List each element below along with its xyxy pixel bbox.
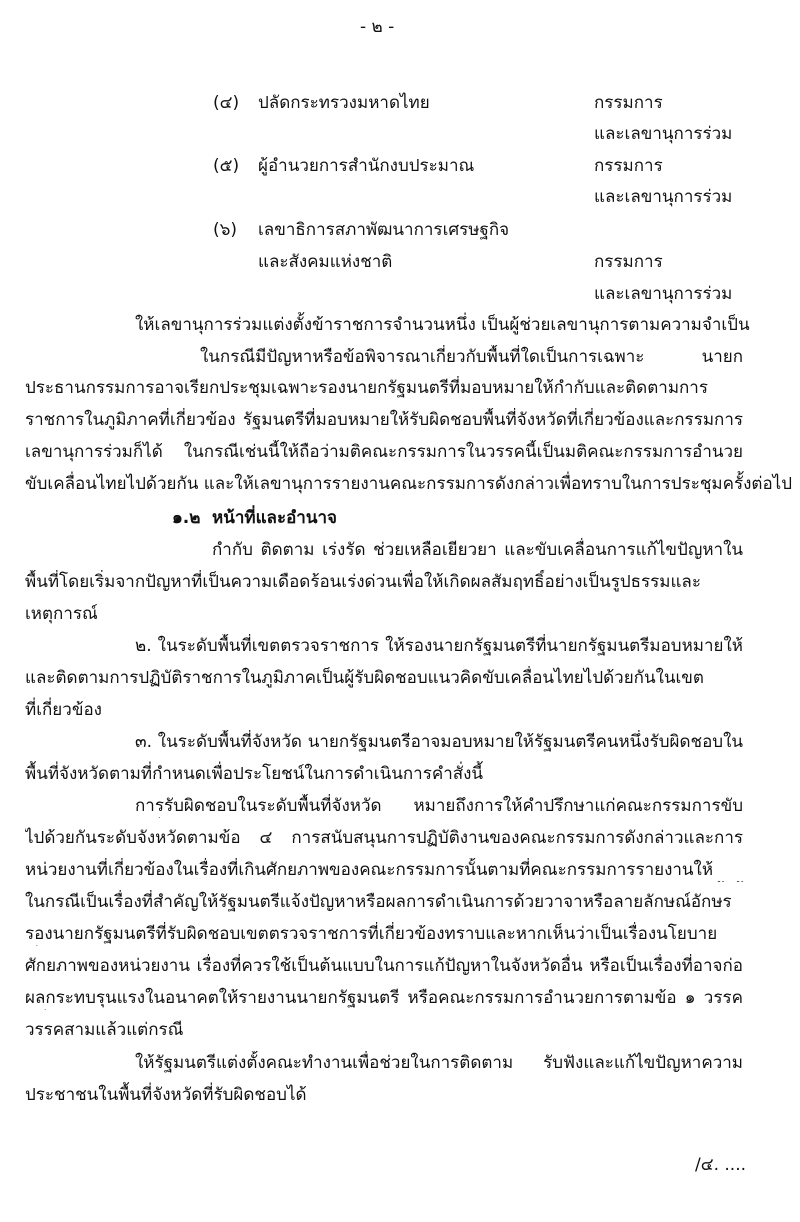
paragraph-assistant-secretary: ให้เลขานุการร่วมแต่งตั้งข้าราชการจำนวนหนึ่ง เป็นผู้ช่วยเลขานุการตามความจำเป็น [135, 315, 750, 335]
continuation-marker: /๔. .... [695, 1155, 747, 1175]
provincial-responsibility-line: การรับผิดชอบในระดับพื้นที่จังหวัด หมายถึงการให้คำปรึกษาแก่คณะกรรมการขับ [135, 796, 743, 816]
member-4-role-2: และเลขานุการร่วม [594, 124, 733, 144]
duty-item-3-line: ๓. ในระดับพื้นที่จังหวัด นายกรัฐมนตรีอาจมอบหมายให้รัฐมนตรีคนหนึ่งรับผิดชอบใน [135, 732, 743, 752]
provincial-responsibility-line: หน่วยงานที่เกี่ยวข้องในเรื่องที่เกินศักยภาพของคณะกรรมการนั้นตามที่คณะกรรมการรายงานให้ [25, 860, 714, 880]
duty-item-2-line: ที่เกี่ยวข้อง [25, 700, 102, 720]
paragraph-special-meeting-line: ประธานกรรมการอาจเรียกประชุมเฉพาะรองนายกรัฐมนตรีที่มอบหมายให้กำกับและติดตามการ [25, 378, 708, 398]
member-6-name-2: และสังคมแห่งชาติ [258, 252, 393, 272]
section-title: หน้าที่และอำนาจ [212, 508, 337, 528]
duty-item-3-line: พื้นที่จังหวัดตามที่กำหนดเพื่อประโยชน์ในการดำเนินการคำสั่งนี้ [25, 764, 484, 784]
provincial-responsibility-line: ในกรณีเป็นเรื่องที่สำคัญให้รัฐมนตรีแจ้งปัญหาหรือผลการดำเนินการด้วยวาจาหรือลายลักษณ์อักษร [25, 892, 732, 912]
member-5-name: ผู้อำนวยการสำนักงบประมาณ [258, 156, 475, 176]
provincial-responsibility-line: ผลกระทบรุนแรงในอนาคตให้รายงานนายกรัฐมนตรี หรือคณะกรรมการอำนวยการตามข้อ ๑ วรรค [25, 988, 743, 1008]
duty-item-2-line: และติดตามการปฏิบัติราชการในภูมิภาคเป็นผู้รับผิดชอบแนวคิดขับเคลื่อนไทยไปด้วยกันในเขต [25, 668, 704, 688]
provincial-responsibility-line: รองนายกรัฐมนตรีที่รับผิดชอบเขตตรวจราชการที่เกี่ยวข้องทราบและหากเห็นว่าเป็นเรื่องนโยบาย [25, 924, 718, 944]
duty-item-1-line: เหตุการณ์ [25, 604, 98, 624]
member-4-role: กรรมการ [594, 93, 663, 113]
working-group-line: ให้รัฐมนตรีแต่งตั้งคณะทำงานเพื่อช่วยในการติดตาม รับฟังและแก้ไขปัญหาความ [135, 1053, 743, 1073]
member-6-name: เลขาธิการสภาพัฒนาการเศรษฐกิจ [258, 220, 510, 240]
duty-item-2-line: ๒. ในระดับพื้นที่เขตตรวจราชการ ให้รองนายกรัฐมนตรีที่นายกรัฐมนตรีมอบหมายให้ [135, 636, 743, 656]
member-6-role-2: และเลขานุการร่วม [594, 284, 733, 304]
duty-item-1-line: พื้นที่โดยเริ่มจากปัญหาที่เป็นความเดือดร้อนเร่งด่วนเพื่อให้เกิดผลสัมฤทธิ์อย่างเป็นรูปธรรมและ [25, 572, 701, 592]
paragraph-special-meeting-line: ในกรณีมีปัญหาหรือข้อพิจารณาเกี่ยวกับพื้นที่ใดเป็นการเฉพาะ นายก [200, 347, 743, 367]
member-4-name: ปลัดกระทรวงมหาดไทย [258, 93, 430, 113]
paragraph-special-meeting-line: เลขานุการร่วมก็ได้ ในกรณีเช่นนี้ให้ถือว่ามติคณะกรรมการในวรรคนี้เป็นมติคณะกรรมการอำนวย [25, 442, 743, 462]
provincial-responsibility-line: วรรคสามแล้วแต่กรณี [25, 1020, 184, 1040]
paragraph-special-meeting-line: ราชการในภูมิภาคที่เกี่ยวข้อง รัฐมนตรีที่มอบหมายให้รับผิดชอบพื้นที่จังหวัดที่เกี่ยวข้องและกรรมการ [25, 410, 743, 430]
provincial-responsibility-line: ศักยภาพของหน่วยงาน เรื่องที่ควรใช้เป็นต้นแบบในการแก้ปัญหาในจังหวัดอื่น หรือเป็นเรื่องที่อาจก่อ [25, 956, 743, 976]
section-number: ๑.๒ [172, 508, 201, 528]
working-group-line: ประชาชนในพื้นที่จังหวัดที่รับผิดชอบได้ [25, 1085, 307, 1105]
member-6-number: (๖) [213, 220, 238, 240]
provincial-responsibility-line: ไปด้วยกันระดับจังหวัดตามข้อ ๔ การสนับสนุนการปฏิบัติงานของคณะกรรมการดังกล่าวและการ [25, 828, 743, 848]
duty-item-1-line: กำกับ ติดตาม เร่งรัด ช่วยเหลือเยียวยา และขับเคลื่อนการแก้ไขปัญหาใน [212, 540, 743, 560]
member-6-role: กรรมการ [594, 252, 663, 272]
paragraph-special-meeting-line: ขับเคลื่อนไทยไปด้วยกัน และให้เลขานุการรายงานคณะกรรมการดังกล่าวเพื่อทราบในการประชุมครั้งต่อไป [25, 474, 793, 494]
member-5-role: กรรมการ [594, 156, 663, 176]
member-5-role-2: และเลขานุการร่วม [594, 187, 733, 207]
member-5-number: (๕) [213, 156, 240, 176]
member-4-number: (๔) [213, 93, 240, 113]
page-number: - ๒ - [360, 17, 395, 37]
